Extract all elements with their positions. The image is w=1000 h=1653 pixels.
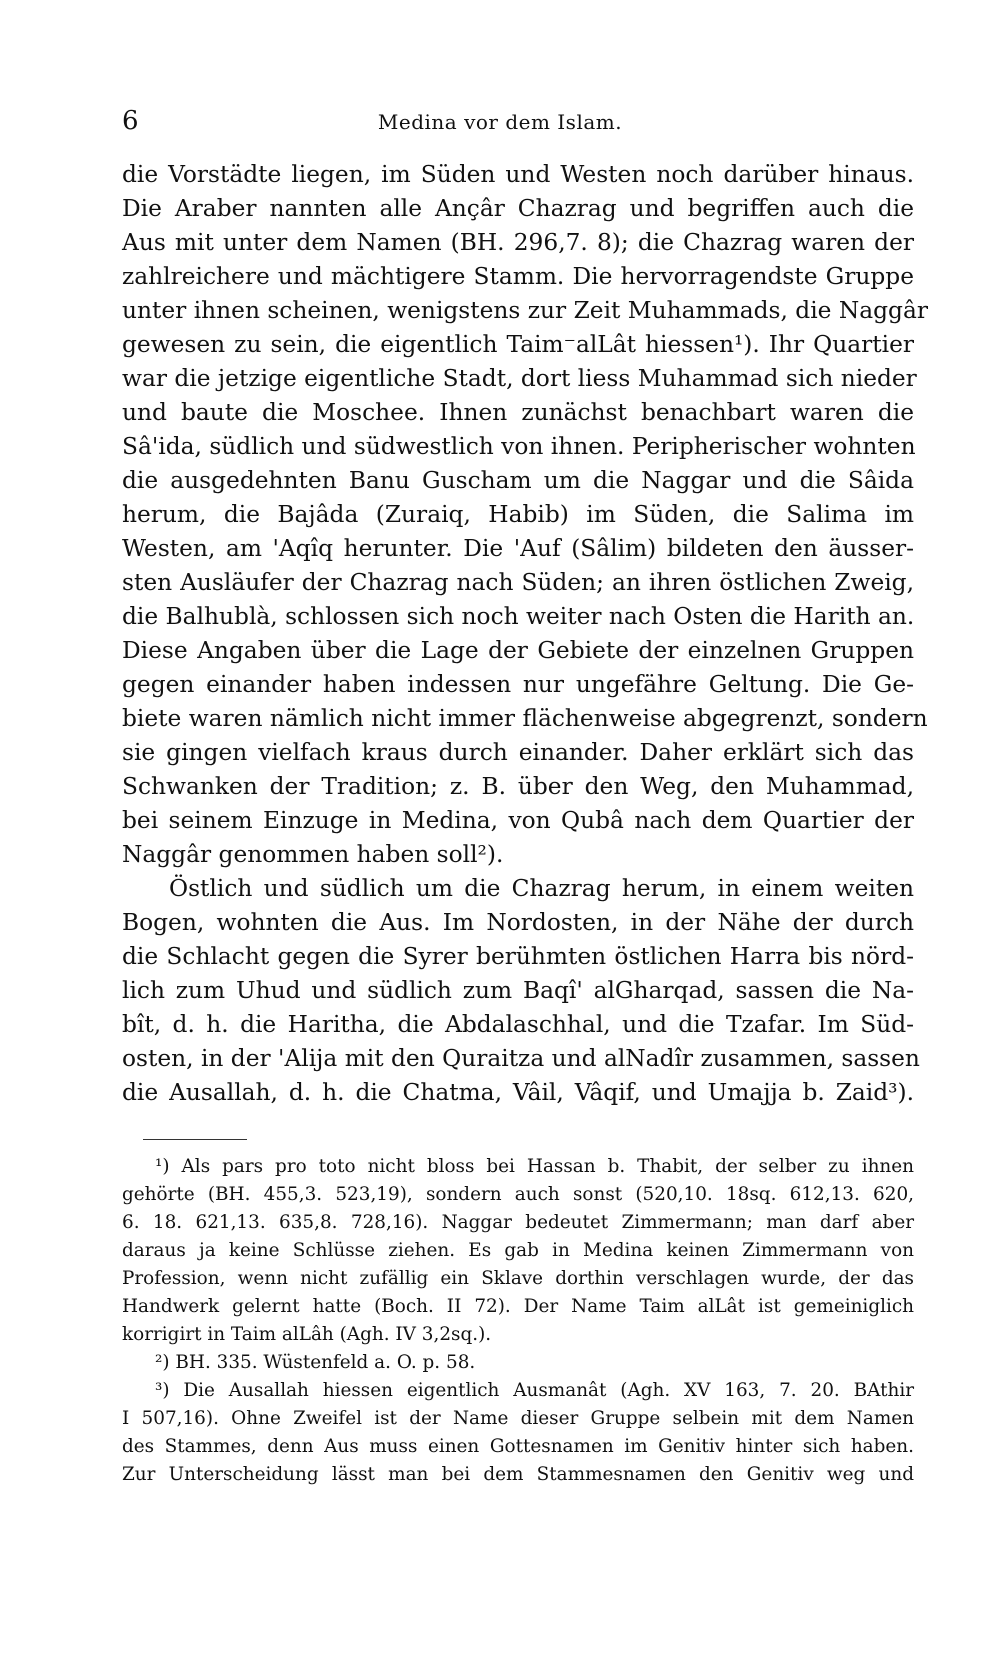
footnote-line: ²) BH. 335. Wüstenfeld a. O. p. 58. (155, 1352, 476, 1373)
footnote-line: gehörte (BH. 455,3. 523,19), sondern auch sonst (520,10. 18sq. 612,13. 620, (122, 1184, 914, 1205)
footnote-line: Handwerk gelernt hatte (Boch. II 72). Der Name Taim alLât ist gemeiniglich (122, 1296, 914, 1317)
body-line: Schwanken der Tradition; z. B. über den Weg, den Muhammad, (122, 773, 914, 800)
body-line: herum, die Bajâda (Zuraiq, Habib) im Süden, die Salima im (122, 501, 914, 528)
body-line: und baute die Moschee. Ihnen zunächst benachbart waren die (122, 399, 914, 426)
footnote-separator (143, 1139, 247, 1140)
body-line: Aus mit unter dem Namen (BH. 296,7. 8); die Chazrag waren der (122, 229, 914, 256)
body-line: bît, d. h. die Haritha, die Abdalaschhal, und die Tzafar. Im Süd- (122, 1011, 914, 1038)
page-number: 6 (122, 106, 139, 136)
body-line: Die Araber nannten alle Ançâr Chazrag und begriffen auch die (122, 195, 914, 222)
footnote-line: daraus ja keine Schlüsse ziehen. Es gab in Medina keinen Zimmermann von (122, 1240, 914, 1261)
body-line: Naggâr genommen haben soll²). (122, 841, 504, 868)
body-line: die Balhublà, schlossen sich noch weiter nach Osten die Harith an. (122, 603, 915, 630)
footnote-line: Profession, wenn nicht zufällig ein Sklave dorthin verschlagen wurde, der das (122, 1268, 914, 1289)
footnote-line: ³) Die Ausallah hiessen eigentlich Ausmanât (Agh. XV 163, 7. 20. BAthir (155, 1380, 914, 1401)
body-line: Sâ'ida, südlich und südwestlich von ihnen. Peripherischer wohnten (122, 433, 916, 460)
body-line: war die jetzige eigentliche Stadt, dort liess Muhammad sich nieder (122, 365, 917, 392)
body-line: unter ihnen scheinen, wenigstens zur Zeit Muhammads, die Naggâr (122, 297, 928, 324)
footnote-line: korrigirt in Taim alLâh (Agh. IV 3,2sq.). (122, 1324, 492, 1345)
body-line: gegen einander haben indessen nur ungefähre Geltung. Die Ge- (122, 671, 914, 698)
body-line: osten, in der 'Alija mit den Quraitza und alNadîr zusammen, sassen (122, 1045, 920, 1072)
footnote-line: ¹) Als pars pro toto nicht bloss bei Hassan b. Thabit, der selber zu ihnen (155, 1156, 914, 1177)
body-line: die Schlacht gegen die Syrer berühmten östlichen Harra bis nörd- (122, 943, 914, 970)
body-line: lich zum Uhud und südlich zum Baqî' alGharqad, sassen die Na- (122, 977, 914, 1004)
footnote-line: Zur Unterscheidung lässt man bei dem Stammesnamen den Genitiv weg und (122, 1464, 914, 1485)
body-line: zahlreichere und mächtigere Stamm. Die hervorragendste Gruppe (122, 263, 914, 290)
running-title: Medina vor dem Islam. (377, 110, 623, 134)
body-line: sie gingen vielfach kraus durch einander. Daher erklärt sich das (122, 739, 914, 766)
body-line: die ausgedehnten Banu Guscham um die Naggar und die Sâida (122, 467, 914, 494)
body-line: Diese Angaben über die Lage der Gebiete der einzelnen Gruppen (122, 637, 914, 664)
footnote-line: des Stammes, denn Aus muss einen Gottesnamen im Genitiv hinter sich haben. (122, 1436, 914, 1457)
body-line: die Ausallah, d. h. die Chatma, Vâil, Vâqif, und Umajja b. Zaid³). (122, 1079, 914, 1106)
footnote-line: 6. 18. 621,13. 635,8. 728,16). Naggar bedeutet Zimmermann; man darf aber (122, 1212, 914, 1233)
body-line: Östlich und südlich um die Chazrag herum, in einem weiten (169, 875, 914, 902)
body-line: Westen, am 'Aqîq herunter. Die 'Auf (Sâlim) bildeten den äusser- (122, 535, 914, 562)
body-line: biete waren nämlich nicht immer flächenweise abgegrenzt, sondern (122, 705, 928, 732)
body-line: bei seinem Einzuge in Medina, von Qubâ nach dem Quartier der (122, 807, 914, 834)
footnote-line: I 507,16). Ohne Zweifel ist der Name dieser Gruppe selbein mit dem Namen (122, 1408, 914, 1429)
body-line: Bogen, wohnten die Aus. Im Nordosten, in der Nähe der durch (122, 909, 914, 936)
body-line: sten Ausläufer der Chazrag nach Süden; an ihren östlichen Zweig, (122, 569, 914, 596)
body-line: die Vorstädte liegen, im Süden und Westen noch darüber hinaus. (122, 161, 914, 188)
body-line: gewesen zu sein, die eigentlich Taim⁻alLât hiessen¹). Ihr Quartier (122, 331, 914, 358)
